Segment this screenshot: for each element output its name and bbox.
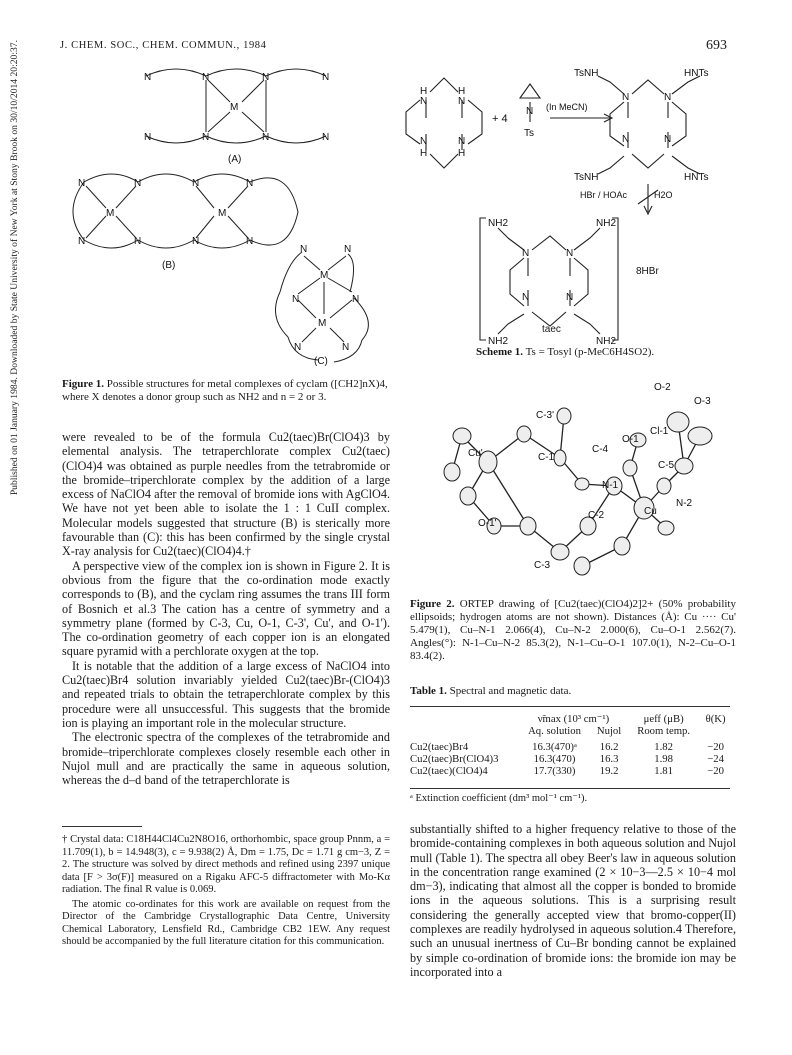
atom-h: H [420, 148, 428, 159]
tsnh-label: TsNH [574, 172, 599, 183]
atom-label-cl1: Cl-1 [650, 426, 669, 437]
scheme1-diagram [400, 62, 730, 344]
atom-n: N [246, 178, 254, 189]
water-label: H2O [654, 190, 673, 200]
atom-label-cu: Cu [644, 506, 657, 517]
atom-n: N [342, 342, 350, 353]
table1-title [410, 685, 736, 698]
atom-n: N [664, 92, 672, 103]
left-column [62, 430, 390, 787]
header-aq: Aq. solution [528, 725, 581, 737]
spectral-table [406, 712, 732, 777]
amine-label: NH2 [596, 218, 617, 229]
paragraph: were revealed to be of the formula Cu2(taec)Br(ClO4)3 by elemental analysis. The tetraperchlorate complex Cu2(taec)(ClO4)4 was obtained as purple needles from the tetrabromide or the bromide–triperchlorate complex by the addition of a large excess of NaClO4 after the removal of bromide ions with AgClO4. We have not yet been able to isolate the 1 : 1 CuII complex. Molecular models suggested that structure (B) is sterically more favourable than (C): this has been confirmed by the single crystal X-ray analysis for Cu2(taec)(ClO4)4.† [62, 430, 390, 559]
crystal-data-footnote: † Crystal data: C18H44Cl4Cu2N8O16, orthorhombic, space group Pnnm, a = 11.709(1), b = 14.948(3), c = 9.938(2) Å, Dm = 1.75, Dc = 1.71 g cm−3, Z = 2. The structure was solved by direct methods and refined using 2397 unique data [F > 3σ(F)] measured on a Rigaku AFC-5 diffractometer with Mo-Kα radiation. The final R value is 0.069. [62, 834, 390, 895]
atom-h: H [458, 148, 466, 159]
atom-m: M [218, 208, 227, 219]
cell-nujol: 16.3 [599, 753, 619, 765]
atom-n: N [78, 178, 86, 189]
figure2-caption-text: ORTEP drawing of [Cu2(taec)(ClO4)2]2+ (50% probability ellipsoids; hydrogen atoms are not shown). Distances (Å): Cu ···· Cu' 5.479(1), Cu–N-1 2.066(4), Cu–N-2 2.000(6), Cu–O-1 2.562(7). Angles(°): N-1–Cu–N-2 85.3(2), N-1–Cu–O-1 107.0(1), N-2–Cu–O-1 83.4(2). [410, 598, 736, 662]
label-a: (A) [228, 154, 242, 165]
figure2-caption [410, 598, 736, 663]
paragraph: The electronic spectra of the complexes of the tetrabromide and bromide–triperchlorate complexes closely resemble each other in Nujol mull and are practically the same in aqueous solution, whereas the d–d band of the tetraperchlorate is [62, 730, 390, 788]
stoichiometry: + 4 [492, 113, 508, 125]
table-row [406, 753, 732, 765]
amine-label: NH2 [488, 218, 509, 229]
cell-mu: 1.82 [654, 741, 673, 753]
page-number: 693 [706, 38, 727, 53]
tsnh-label: TsNH [574, 68, 599, 79]
cell-theta: −24 [707, 753, 724, 765]
cell-theta: −20 [707, 765, 724, 777]
atom-n: N [144, 72, 152, 83]
atom-label-c3-prime: C-3' [536, 410, 555, 421]
atom-label-o1-prime: O-1' [478, 518, 497, 529]
table-row [406, 765, 732, 777]
tosyl-label: Ts [524, 128, 534, 139]
table1-footnote: ᵃ Extinction coefficient (dm³ mol⁻¹ cm⁻¹). [410, 793, 588, 804]
cell-mu: 1.81 [654, 765, 673, 777]
cell-compound: Cu2(taec)(ClO4)4 [410, 765, 488, 777]
cell-nujol: 19.2 [599, 765, 619, 777]
table-top-rule [410, 706, 730, 707]
label-b: (B) [162, 260, 176, 271]
atom-n: N [78, 236, 86, 247]
atom-n: N [322, 132, 330, 143]
figure1-caption-label: Figure 1. [62, 378, 104, 390]
atom-label-o3: O-3 [694, 396, 711, 407]
header-mueff: μeff (μB) [643, 712, 684, 725]
atom-m: M [320, 270, 329, 281]
atom-label-c3: C-3 [534, 560, 551, 571]
paragraph: substantially shifted to a higher frequency relative to those of the bromide-containing complexes in both aqueous solution and Nujol mull (Table 1). The spectra all obey Beer's law in aqueous solution in the concentration range examined (2 × 10−3—2.5 × 10−4 mol dm−3), indicating that almost all the copper is bonded to bromide ions in the aqueous solutions. This is a surprising result considering the generally accepted view that bromo-copper(II) complexes are readily hydrolysed in aqueous solution.4 Therefore, such an unusual inertness of Cu–Br bonding cannot be explained by simple co-ordination of bromide ions: the bromide ion may be incorporated into a [410, 822, 736, 979]
atom-n: N [246, 236, 254, 247]
atom-n: N [664, 134, 672, 145]
atom-label-c5: C-5 [658, 460, 675, 471]
download-notice: Published on 01 January 1984. Downloaded by State University of New York at Stony Brook on 30/10/2014 20:20:37. [9, 40, 20, 496]
taec-label: taec [542, 324, 561, 335]
hnts-label: HNTs [684, 68, 709, 79]
figure1-caption [62, 378, 390, 404]
atom-h: H [420, 86, 428, 97]
atom-n: N [292, 294, 300, 305]
header-theta: θ(K) [705, 712, 726, 725]
atom-h: H [458, 86, 466, 97]
figure2-ortep [432, 376, 722, 592]
cell-aq: 16.3(470)ᵃ [532, 741, 577, 753]
figure1-diagram [58, 62, 388, 372]
atom-n: N [202, 72, 210, 83]
header-vmax: ν̃max (10³ cm⁻¹) [537, 713, 610, 725]
cell-theta: −20 [707, 741, 724, 753]
hnts-label: HNTs [684, 172, 709, 183]
atom-n: N [420, 96, 428, 107]
hbr-label: 8HBr [636, 266, 659, 277]
atom-label-c4: C-4 [592, 444, 609, 455]
cell-nujol: 16.2 [599, 741, 619, 753]
figure2-caption-label: Figure 2. [410, 598, 455, 610]
paragraph: A perspective view of the complex ion is shown in Figure 2. It is obvious from the figure that the co-ordination mode exactly corresponds to (B), and the cyclam ring assumes the trans III form of Bosnich et al.3 The cation has a centre of symmetry and a symmetry plane (formed by C-3, Cu, O-1, C-3', Cu', and O-1'). The co-ordination geometry of each copper ion is an elongated square pyramid with a perchlorate oxygen at the top. [62, 558, 390, 659]
table-subheader-row [406, 725, 732, 737]
atom-n: N [134, 178, 142, 189]
atom-n: N [458, 136, 466, 147]
cell-compound: Cu2(taec)Br(ClO4)3 [410, 753, 499, 765]
scheme1-caption-text: Ts = Tosyl (p-MeC6H4SO2). [525, 346, 655, 358]
atom-n: N [566, 292, 574, 303]
atom-label-c1: C-1 [538, 452, 555, 463]
table-row [406, 741, 732, 753]
atom-label-o1: O-1 [622, 434, 639, 445]
atom-n: N [344, 244, 352, 255]
amine-label: NH2 [488, 336, 509, 344]
table-bottom-rule [410, 788, 730, 789]
atom-n: N [352, 294, 360, 305]
paragraph: It is notable that the addition of a large excess of NaClO4 into Cu2(taec)Br4 solution invariably yielded Cu2(taec)Br-(ClO4)3 and repeated trials to obtain the tetraperchlorate complex by this procedure were all unsuccessful. This suggests that the bromide ion is playing an important role in the molecular structure. [62, 658, 390, 730]
atom-n: N [322, 72, 330, 83]
figure1-caption-text: Possible structures for metal complexes of cyclam ([CH2]nX)4, where X denotes a donor group such as NH2 and n = 2 or 3. [62, 378, 388, 403]
table1-label: Table 1. [410, 685, 447, 697]
atom-n: N [566, 248, 574, 259]
coordinates-footnote: The atomic co-ordinates for this work are available on request from the Director of the Cambridge Crystallographic Data Centre, University Chemical Laboratory, Lensfield Rd., Cambridge CB2 1EW. Any request should be accompanied by the full literature citation for this communication. [62, 898, 390, 947]
atom-label-n1: N-1 [602, 480, 619, 491]
atom-label-n2: N-2 [676, 498, 693, 509]
atom-n: N [420, 136, 428, 147]
cell-mu: 1.98 [654, 753, 673, 765]
cell-compound: Cu2(taec)Br4 [410, 741, 469, 753]
header-room: Room temp. [637, 725, 691, 737]
atom-n: N [192, 236, 200, 247]
table-header-row [406, 712, 732, 725]
atom-m: M [318, 318, 327, 329]
atom-n: N [262, 72, 270, 83]
atom-n: N [300, 244, 308, 255]
scheme1-caption [476, 346, 736, 359]
atom-m: M [230, 102, 239, 113]
reagent-label: HBr / HOAc [580, 190, 628, 200]
atom-n: N [294, 342, 302, 353]
label-c: (C) [314, 356, 328, 367]
atom-n: N [134, 236, 142, 247]
atom-n: N [458, 96, 466, 107]
right-column [410, 822, 736, 979]
amine-label: NH2 [596, 336, 617, 344]
atom-n: N [622, 134, 630, 145]
download-sidebar [0, 40, 20, 680]
atom-label-cu-prime: Cu' [468, 448, 483, 459]
header-nujol: Nujol [596, 725, 622, 737]
atom-label-o2: O-2 [654, 382, 671, 393]
atom-n: N [526, 106, 534, 117]
atom-n: N [202, 132, 210, 143]
cell-aq: 17.7(330) [533, 765, 576, 777]
atom-n: N [192, 178, 200, 189]
atom-n: N [522, 248, 530, 259]
footnotes [62, 834, 390, 949]
journal-header: J. CHEM. SOC., CHEM. COMMUN., 1984 [60, 40, 267, 51]
atom-n: N [262, 132, 270, 143]
footnote-rule [62, 826, 142, 827]
table1-title-text: Spectral and magnetic data. [449, 685, 572, 697]
atom-n: N [522, 292, 530, 303]
scheme1-caption-label: Scheme 1. [476, 346, 524, 358]
atom-label-c2: C-2 [588, 510, 605, 521]
atom-n: N [144, 132, 152, 143]
cell-aq: 16.3(470) [533, 753, 576, 765]
atom-m: M [106, 208, 115, 219]
solvent-label: (In MeCN) [546, 102, 588, 112]
atom-n: N [622, 92, 630, 103]
